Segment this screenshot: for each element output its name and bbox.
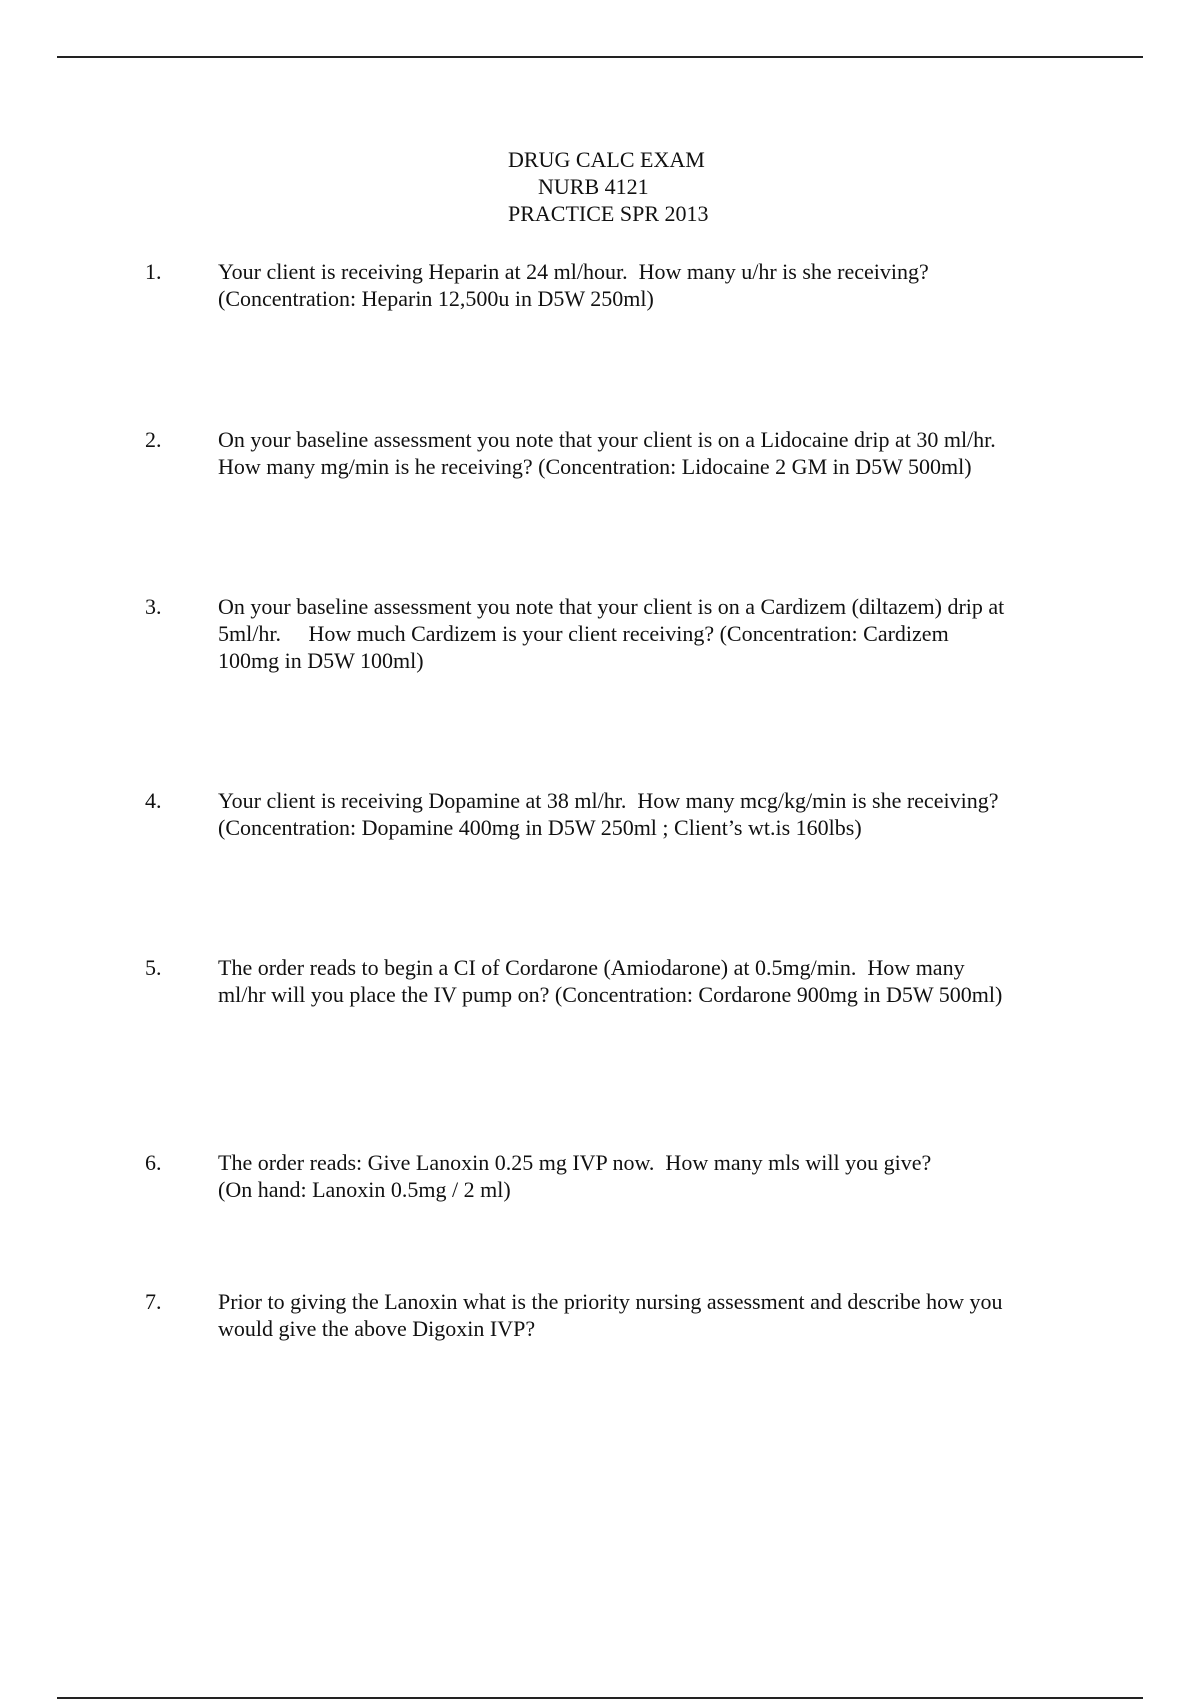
question-number: 5. xyxy=(145,955,162,980)
question-line: (On hand: Lanoxin 0.5mg / 2 ml) xyxy=(218,1177,511,1202)
question-number: 1. xyxy=(145,259,162,284)
question-number: 3. xyxy=(145,594,162,619)
exam-term: PRACTICE SPR 2013 xyxy=(508,201,709,226)
question-line: How many mg/min is he receiving? (Concentration: Lidocaine 2 GM in D5W 500ml) xyxy=(218,454,972,479)
question-text xyxy=(218,1149,1098,1203)
question-line: Prior to giving the Lanoxin what is the priority nursing assessment and describe how you xyxy=(218,1289,1003,1314)
bottom-rule xyxy=(57,1697,1143,1699)
question-line: 5ml/hr. How much Cardizem is your client receiving? (Concentration: Cardizem xyxy=(218,621,949,646)
question-line: (Concentration: Dopamine 400mg in D5W 250ml ; Client’s wt.is 160lbs) xyxy=(218,815,862,840)
question-line: Your client is receiving Heparin at 24 ml/hour. How many u/hr is she receiving? xyxy=(218,259,929,284)
question-line: 100mg in D5W 100ml) xyxy=(218,648,424,673)
question-number: 7. xyxy=(145,1289,162,1314)
question-line: On your baseline assessment you note that your client is on a Lidocaine drip at 30 ml/hr. xyxy=(218,427,996,452)
question-text xyxy=(218,426,1098,480)
course-code: NURB 4121 xyxy=(538,174,649,199)
question-number: 4. xyxy=(145,788,162,813)
question-line: (Concentration: Heparin 12,500u in D5W 250ml) xyxy=(218,286,654,311)
question-number: 2. xyxy=(145,427,162,452)
question-text xyxy=(218,1288,1098,1342)
question-line: would give the above Digoxin IVP? xyxy=(218,1316,536,1341)
question-line: Your client is receiving Dopamine at 38 ml/hr. How many mcg/kg/min is she receiving? xyxy=(218,788,999,813)
question-number: 6. xyxy=(145,1150,162,1175)
question-line: On your baseline assessment you note that your client is on a Cardizem (diltazem) drip at xyxy=(218,594,1005,619)
question-text xyxy=(218,954,1098,1008)
question-text xyxy=(218,258,1098,312)
question-line: The order reads to begin a CI of Cordarone (Amiodarone) at 0.5mg/min. How many xyxy=(218,955,965,980)
question-line: The order reads: Give Lanoxin 0.25 mg IVP now. How many mls will you give? xyxy=(218,1150,932,1175)
question-line: ml/hr will you place the IV pump on? (Concentration: Cordarone 900mg in D5W 500ml) xyxy=(218,982,1003,1007)
top-rule xyxy=(57,56,1143,58)
question-text xyxy=(218,593,1098,674)
exam-title: DRUG CALC EXAM xyxy=(508,147,705,172)
question-text xyxy=(218,787,1098,841)
